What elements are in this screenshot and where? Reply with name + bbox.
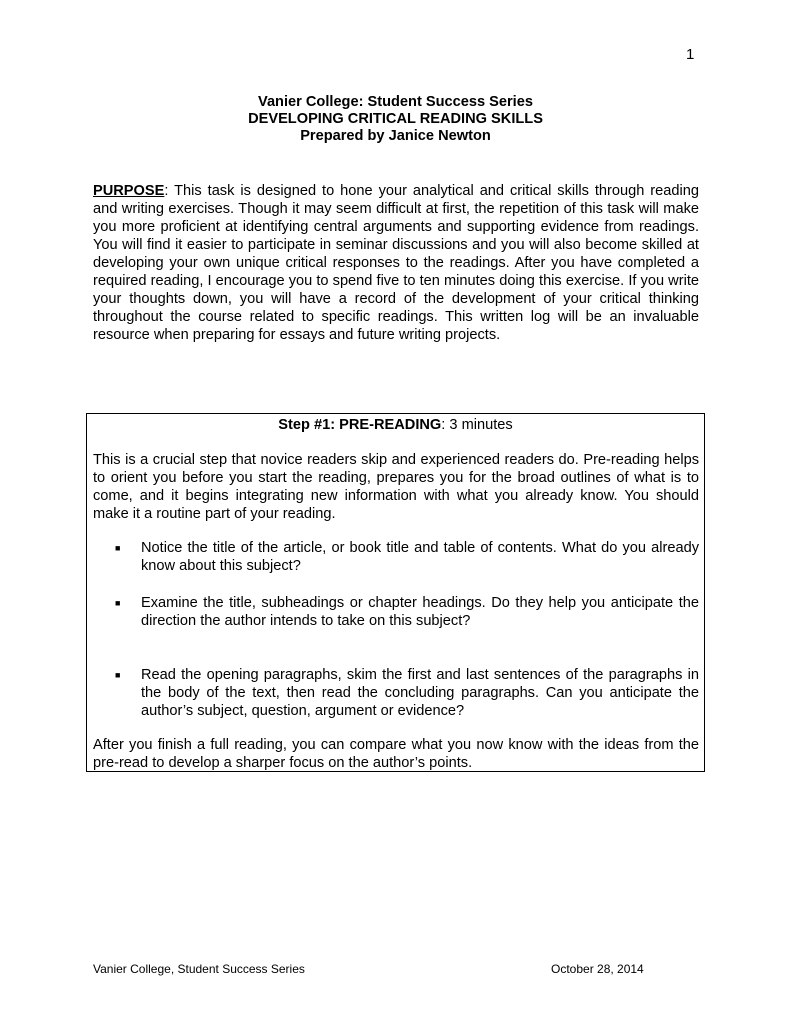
purpose-label: PURPOSE [93, 183, 165, 199]
step-1-heading [87, 416, 704, 434]
square-bullet-icon: ■ [115, 670, 121, 680]
step-1-outro: After you finish a full reading, you can compare what you now know with the ideas from the pre-read to develop a sharper focus on the author’s points. [93, 737, 699, 771]
bullet-text: Notice the title of the article, or book title and table of contents. What do you already know about this subject? [141, 540, 699, 574]
bullet-text: Read the opening paragraphs, skim the first and last sentences of the paragraphs in the body of the text, then read the concluding paragraphs. Can you anticipate the author’s subject, question, argument or evidence? [141, 667, 699, 719]
page-number: 1 [686, 46, 695, 63]
author-line: Prepared by Janice Newton [300, 128, 491, 144]
step-1-box [86, 413, 705, 772]
step-1-title: Step #1: PRE-READING [278, 417, 442, 433]
square-bullet-icon: ■ [115, 598, 121, 608]
footer-date: October 28, 2014 [551, 962, 644, 976]
document-title-block [0, 94, 791, 145]
step-1-intro: This is a crucial step that novice readers skip and experienced readers do. Pre-reading helps to orient you before you start the reading, prepares you for the broad outlines of what is to come, and it begins integrating new information with what you already know. You should make it a routine part of your reading. [93, 452, 699, 522]
bullet-text: Examine the title, subheadings or chapter headings. Do they help you anticipate the direction the author intends to take on this subject? [141, 595, 699, 629]
purpose-paragraph [93, 182, 699, 344]
square-bullet-icon: ■ [115, 543, 121, 553]
document-title: DEVELOPING CRITICAL READING SKILLS [248, 111, 543, 127]
step-1-duration: : 3 minutes [441, 417, 513, 433]
footer-series: Vanier College, Student Success Series [93, 962, 305, 976]
purpose-text: : This task is designed to hone your analytical and critical skills through reading and writing exercises. Though it may seem difficult at first, the repetition of this task will make you more proficient at identifying central arguments and supporting evidence from readings. You will find it easier to participate in seminar discussions and you will also become skilled at developing your own unique critical responses to the readings. After you have completed a required reading, I encourage you to spend five to ten minutes doing this exercise. If you write your thoughts down, you will have a record of the development of your critical thinking throughout the course related to specific readings. This written log will be an invaluable resource when preparing for essays and future writing projects. [93, 183, 699, 343]
college-series-title: Vanier College: Student Success Series [258, 94, 533, 110]
